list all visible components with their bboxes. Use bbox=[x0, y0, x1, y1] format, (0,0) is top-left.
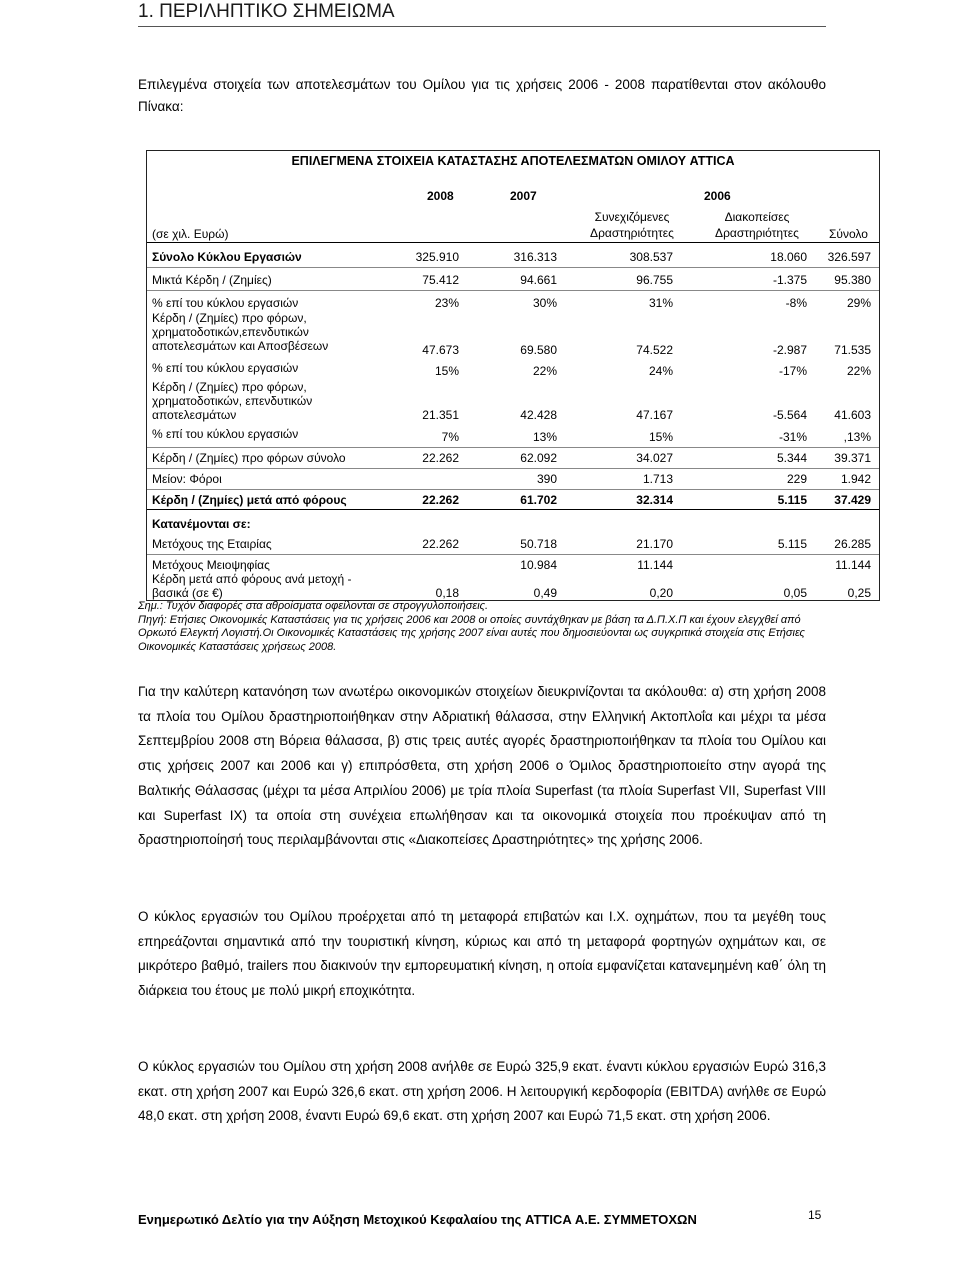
section-heading: 1. ΠΕΡΙΛΗΠΤΙΚΟ ΣΗΜΕΙΩΜΑ bbox=[138, 0, 826, 27]
cell-2006-continuing: 0,20 bbox=[649, 586, 673, 600]
cell-2007: 61.702 bbox=[520, 493, 557, 507]
row-divider bbox=[147, 267, 879, 268]
row-label: Μετόχους της Εταιρίας bbox=[152, 537, 272, 551]
cell-2006-continuing: 34.027 bbox=[636, 451, 673, 465]
cell-2008: 0,18 bbox=[435, 586, 459, 600]
cell-2008: 22.262 bbox=[422, 493, 459, 507]
row-label-line-3: αποτελεσμάτων και Αποσβέσεων bbox=[152, 339, 329, 353]
row-divider bbox=[147, 509, 879, 510]
row-label: Κέρδη / (Ζημίες) μετά από φόρους bbox=[152, 493, 347, 507]
cell-2007: 50.718 bbox=[520, 537, 557, 551]
row-label-line-1: Κέρδη μετά από φόρους ανά μετοχή - bbox=[152, 572, 352, 586]
row-divider bbox=[147, 489, 879, 490]
cell-2006-discontinued: -8% bbox=[785, 296, 807, 310]
cell-2006-continuing: 31% bbox=[648, 296, 673, 310]
intro-text: Επιλεγμένα στοιχεία των αποτελεσμάτων του Ομίλου για τις χρήσεις 2006 - 2008 παρατίθενται στον ακόλουθο Πίνακα: bbox=[138, 77, 826, 114]
total-label: Σύνολο bbox=[829, 227, 868, 241]
continuing-label-2: Δραστηριότητες bbox=[590, 226, 674, 240]
cell-2007: 69.580 bbox=[520, 343, 557, 357]
source-note: Πηγή: Ετήσιες Οικονομικές Καταστάσεις για τις χρήσεις 2006 και 2008 οι οποίες συντάχθηκαν με βάση τα Δ.Π.Χ.Π και έχουν ελεγχθεί από Ορκωτό Ελεγκτή Λογιστή.Οι Οικονομικές Καταστάσεις της χρήσης 2007 είναι αυτές που δημοσιεύονται ως συγκριτικά στοιχεία στις Ετήσιες Οικονομικές Καταστάσεις χρήσεως 2008. bbox=[138, 613, 805, 653]
row-label-line-2: χρηματοδοτικών,επενδυτικών bbox=[152, 325, 309, 339]
cell-2006-discontinued: -5.564 bbox=[772, 408, 807, 422]
cell-2006-discontinued: 0,05 bbox=[783, 586, 807, 600]
cell-2006-continuing: 32.314 bbox=[636, 493, 673, 507]
row-label: % επί του κύκλου εργασιών bbox=[152, 296, 299, 310]
cell-2008: 21.351 bbox=[422, 408, 459, 422]
cell-2006-continuing: 24% bbox=[648, 364, 673, 378]
cell-2008: 15% bbox=[434, 364, 459, 378]
cell-2007: 316.313 bbox=[513, 250, 557, 264]
continuing-label-1: Συνεχιζόμενες bbox=[594, 210, 670, 224]
cell-2006-discontinued: 5.115 bbox=[777, 537, 807, 551]
cell-2006-total: 71.535 bbox=[834, 343, 871, 357]
cell-2006-total: 37.429 bbox=[834, 493, 871, 507]
row-label: Μείον: Φόροι bbox=[152, 472, 222, 486]
row-label: Μετόχους Μειοψηφίας bbox=[152, 558, 270, 572]
cell-2007: 42.428 bbox=[520, 408, 557, 422]
financial-table bbox=[146, 150, 880, 601]
cell-2006-continuing: 15% bbox=[648, 430, 673, 444]
year-2006: 2006 bbox=[704, 189, 731, 203]
row-divider bbox=[147, 447, 879, 448]
year-2008: 2008 bbox=[427, 189, 454, 203]
cell-2006-discontinued: 5.115 bbox=[777, 493, 807, 507]
cell-2006-total: 41.603 bbox=[834, 408, 871, 422]
cell-2006-continuing: 21.170 bbox=[636, 537, 673, 551]
cell-2006-total: 95.380 bbox=[834, 273, 871, 287]
cell-2006-continuing: 96.755 bbox=[636, 273, 673, 287]
row-label-line-2: χρηματοδοτικών, επενδυτικών bbox=[152, 394, 313, 408]
row-label-line-1: Κέρδη / (Ζημίες) προ φόρων, bbox=[152, 380, 307, 394]
row-label-line-2: βασικά (σε €) bbox=[152, 586, 223, 600]
cell-2008: 22.262 bbox=[422, 451, 459, 465]
row-label: % επί του κύκλου εργασιών bbox=[152, 427, 299, 441]
cell-2006-total: 326.597 bbox=[827, 250, 871, 264]
header-divider bbox=[147, 242, 879, 243]
cell-2006-total: 11.144 bbox=[835, 558, 871, 572]
row-label-line-3: αποτελεσμάτων bbox=[152, 408, 237, 422]
cell-2006-continuing: 308.537 bbox=[629, 250, 673, 264]
cell-2007: 30% bbox=[532, 296, 557, 310]
discontinued-label-1: Διακοπείσες bbox=[724, 210, 790, 224]
cell-2008: 47.673 bbox=[422, 343, 459, 357]
table-notes bbox=[138, 600, 838, 654]
cell-2006-discontinued: -31% bbox=[778, 430, 807, 444]
page-number: 15 bbox=[808, 1208, 822, 1222]
cell-2008: 75.412 bbox=[422, 273, 459, 287]
row-divider bbox=[147, 554, 879, 555]
cell-2007: 390 bbox=[536, 472, 557, 486]
row-label: Μικτά Κέρδη / (Ζημίες) bbox=[152, 273, 272, 287]
units-label: (σε χιλ. Ευρώ) bbox=[152, 227, 229, 241]
cell-2006-total: 26.285 bbox=[834, 537, 871, 551]
paragraph-2: Ο κύκλος εργασιών του Ομίλου προέρχεται από τη μεταφορά επιβατών και Ι.Χ. οχημάτων, που τα μεγέθη τους επηρεάζονται σημαντικά από την τουριστική κίνηση, κύριως και από τη μεταφορά φορτηγών οχημάτων και, σε μικρότερο βαθμό, trailers που διακινούν την εμπορευματική κίνηση, η οποία εμφανίζεται κατανεμημένη καθ΄ όλη τη διάρκεια του έτους με πολύ μικρή εποχικότητα. bbox=[138, 909, 826, 999]
cell-2006-total: 1.942 bbox=[840, 472, 871, 486]
cell-2008: 325.910 bbox=[415, 250, 459, 264]
cell-2006-continuing: 47.167 bbox=[636, 408, 673, 422]
cell-2006-continuing: 74.522 bbox=[636, 343, 673, 357]
cell-2006-discontinued: -17% bbox=[778, 364, 807, 378]
cell-2006-discontinued: -1.375 bbox=[772, 273, 807, 287]
row-divider bbox=[147, 290, 879, 291]
cell-2008: 23% bbox=[434, 296, 459, 310]
cell-2007: 94.661 bbox=[520, 273, 557, 287]
paragraph-3: Ο κύκλος εργασιών του Ομίλου στη χρήση 2008 ανήλθε σε Ευρώ 325,9 εκατ. έναντι κύκλου εργασιών Ευρώ 316,3 εκατ. στη χρήση 2007 και Ευρώ 326,6 εκατ. στη χρήση 2006. Η λειτουργική κερδοφορία (EBITDA) ανήλθε σε Ευρώ 48,0 εκατ. στη χρήση 2008, έναντι Ευρώ 69,6 εκατ. στη χρήση 2007 και Ευρώ 71,5 εκατ. στη χρήση 2006. bbox=[138, 1059, 826, 1124]
cell-2007: 13% bbox=[532, 430, 557, 444]
cell-2006-continuing: 1.713 bbox=[642, 472, 673, 486]
cell-2007: 62.092 bbox=[520, 451, 557, 465]
rounding-note: Σημ.: Τυχόν διαφορές στα αθροίσματα οφείλονται σε στρογγυλοποιήσεις. bbox=[138, 600, 489, 612]
cell-2006-total: 22% bbox=[846, 364, 871, 378]
row-label: Σύνολο Κύκλου Εργασιών bbox=[152, 250, 302, 264]
table-title: ΕΠΙΛΕΓΜΕΝΑ ΣΤΟΙΧΕΙΑ ΚΑΤΑΣΤΑΣΗΣ ΑΠΟΤΕΛΕΣΜΑΤΩΝ ΟΜΙΛΟΥ ATTICA bbox=[291, 154, 735, 168]
cell-2007: 10.984 bbox=[520, 558, 557, 572]
cell-2006-discontinued: 18.060 bbox=[770, 250, 807, 264]
footer-text: Ενημερωτικό Δελτίο για την Αύξηση Μετοχικού Κεφαλαίου της ATTICA Α.Ε. ΣΥΜΜΕΤΟΧΩΝ bbox=[138, 1212, 697, 1227]
cell-2008: 22.262 bbox=[422, 537, 459, 551]
row-label: Κέρδη / (Ζημίες) προ φόρων σύνολο bbox=[152, 451, 346, 465]
cell-2006-total: 39.371 bbox=[834, 451, 871, 465]
cell-2006-total: 0,25 bbox=[847, 586, 871, 600]
cell-2006-total: ,13% bbox=[843, 430, 871, 444]
row-divider bbox=[147, 468, 879, 469]
cell-2008: 7% bbox=[441, 430, 459, 444]
paragraph-1: Για την καλύτερη κατανόηση των ανωτέρω οικονομικών στοιχείων διευκρινίζονται τα ακόλουθα: α) στη χρήση 2008 τα πλοία του Ομίλου δραστηριοποιήθηκαν στην Αδριατική θάλασσα, στην Ελληνική Ακτοπλοΐα και μέχρι τα μέσα Σεπτεμβρίου 2008 στη Βόρεια θάλασσα, β) στις τρεις αυτές αγορές δραστηριοποιήθηκαν τα πλοία του Ομίλου και στις χρήσεις 2007 και 2006 και γ) επιπρόσθετα, στη χρήση 2006 ο Όμιλος δραστηριοποιείτο στην αγορά της Βαλτικής Θάλασσας (μέχρι τα μέσα Απριλίου 2006) με τρία πλοία Superfast (τα πλοία Superfast VII, Superfast VIII και Superfast IX) τα οποία στη συνέχεια επωλήθησαν και τα οικονομικά στοιχεία που προέκυψαν από τη δραστηριοποίησή τους περιλαμβάνονται στις «Διακοπείσες Δραστηριότητες» της χρήσης 2006. bbox=[138, 684, 826, 848]
cell-2007: 0,49 bbox=[533, 586, 557, 600]
row-label: % επί του κύκλου εργασιών bbox=[152, 361, 299, 375]
year-2007: 2007 bbox=[510, 189, 537, 203]
row-label-line-1: Κέρδη / (Ζημίες) προ φόρων, bbox=[152, 311, 307, 325]
cell-2006-total: 29% bbox=[846, 296, 871, 310]
cell-2006-discontinued: 5.344 bbox=[776, 451, 807, 465]
allocation-label: Κατανέμονται σε: bbox=[152, 517, 251, 531]
cell-2006-continuing: 11.144 bbox=[637, 558, 673, 572]
cell-2006-discontinued: 229 bbox=[786, 472, 807, 486]
cell-2007: 22% bbox=[532, 364, 557, 378]
cell-2006-discontinued: -2.987 bbox=[772, 343, 807, 357]
discontinued-label-2: Δραστηριότητες bbox=[715, 226, 799, 240]
